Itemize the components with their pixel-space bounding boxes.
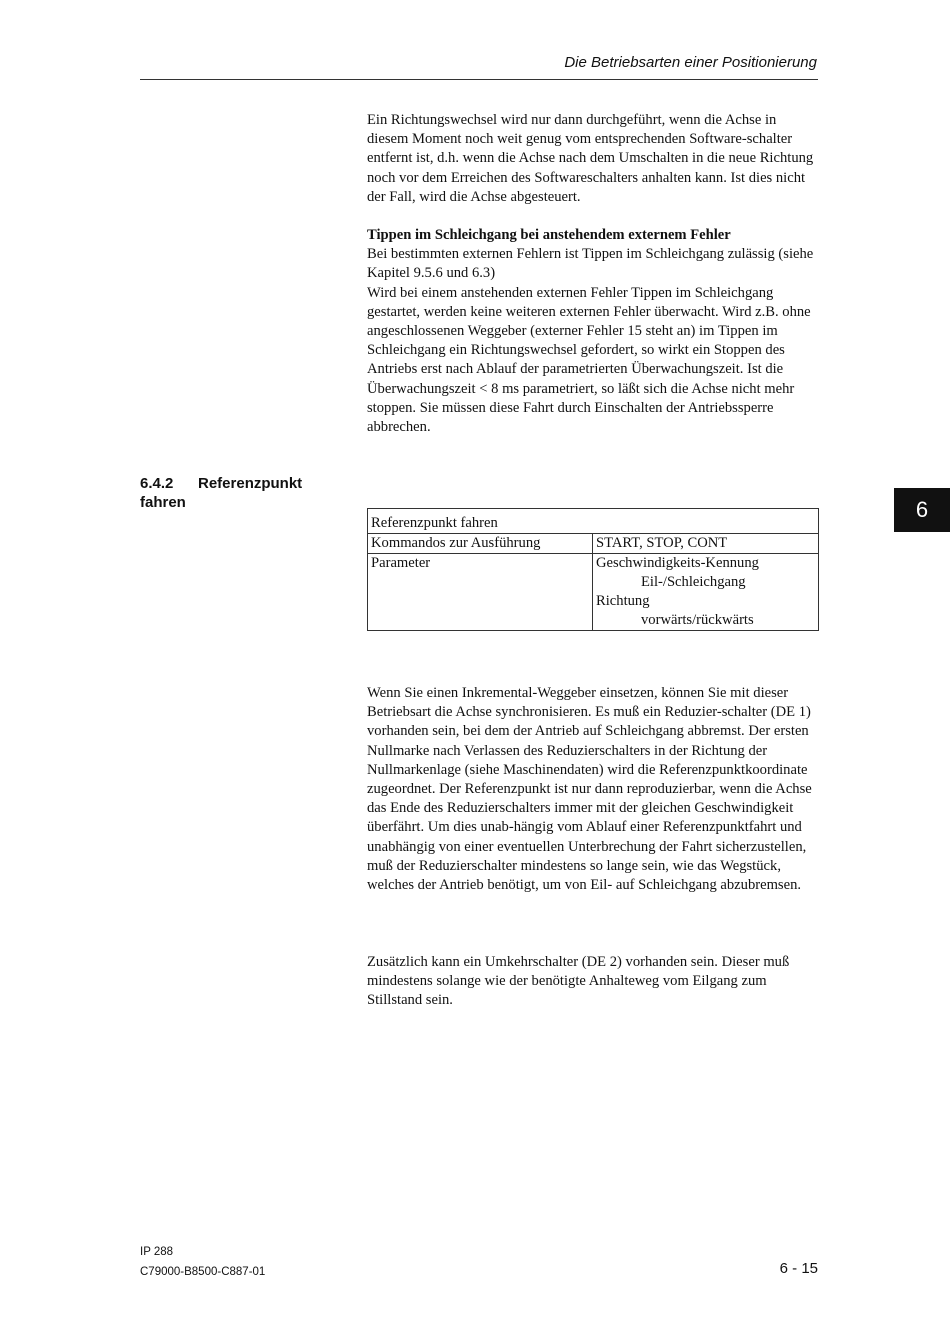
footer-product: IP 288 [140, 1246, 174, 1258]
header-rule [140, 79, 818, 80]
table-row [368, 509, 819, 534]
section-heading [140, 474, 340, 512]
chapter-tab: 6 [894, 488, 950, 532]
paragraph-text: Wird bei einem anstehenden externen Fehler Tippen im Schleichgang gestartet, werden keine weiteren externen Fehler überwacht. Wird z.B. ohne angeschlossenen Weggeber (externer Fehler 15 steht an) im Tippen im Schleichgang ein Richtungswechsel gefordert, so wirkt ein Stoppen des Antriebs erst nach Ablauf der parametrierten Überwachungszeit. Ist die Überwachungszeit < 8 ms parametriert, so läßt sich die Achse nicht mehr stoppen. Sie müssen diese Fahrt durch Einschalten der Antriebssperre abbrechen. [367, 284, 811, 436]
table-header-cell: Referenzpunkt fahren [368, 509, 819, 534]
paragraph-jog-external-error [367, 226, 817, 437]
cell-line: Richtung [596, 593, 650, 609]
table-row [368, 554, 819, 631]
section-number: 6.4.2 [140, 475, 174, 492]
table-cell-value: START, STOP, CONT [593, 534, 819, 554]
section-title-line1: Referenzpunkt [198, 475, 303, 492]
footer-left [140, 1242, 265, 1282]
paragraph-text: Bei bestimmten externen Fehlern ist Tippen im Schleichgang zulässig (siehe Kapitel 9.5.6 und 6.3) [367, 246, 814, 282]
running-header-title: Die Betriebsarten einer Positionierung [564, 54, 817, 71]
table-cell-label: Kommandos zur Ausführung [368, 534, 593, 554]
cell-line: Geschwindigkeits-Kennung [596, 555, 759, 571]
cell-line: Eil-/Schleichgang [641, 574, 746, 590]
paragraph-direction-change [367, 111, 817, 207]
cell-line: vorwärts/rückwärts [641, 612, 754, 628]
page-number: 6 - 15 [779, 1260, 818, 1277]
paragraph-text: Ein Richtungswechsel wird nur dann durchgeführt, wenn die Achse in diesem Moment noch weit genug vom entsprechenden Software-schalter entfernt ist, d.h. wenn die Achse nach dem Umschalten in die neue Richtung noch vor dem Erreichen des Softwareschalters anhalten kann. Ist dies nicht der Fall, wird die Achse abgesteuert. [367, 112, 814, 205]
footer-order-number: C79000-B8500-C887-01 [140, 1266, 266, 1278]
paragraph-reverse-switch [367, 953, 817, 1011]
table-cell-label: Parameter [368, 554, 593, 631]
table-cell-value [593, 554, 819, 631]
table-row [368, 534, 819, 554]
section-title-line2: fahren [140, 494, 186, 511]
paragraph-text: Zusätzlich kann ein Umkehrschalter (DE 2) vorhanden sein. Dieser muß mindestens solange wie der benötigte Anhalteweg vom Eilgang zum Stillstand sein. [367, 954, 790, 1009]
paragraph-heading: Tippen im Schleichgang bei anstehendem externem Fehler [367, 227, 731, 243]
reference-run-table [367, 508, 819, 631]
paragraph-reference-description [367, 684, 817, 895]
paragraph-text: Wenn Sie einen Inkremental-Weggeber einsetzen, können Sie mit dieser Betriebsart die Achse synchronisieren. Es muß ein Reduzier-schalter (DE 1) vorhanden sein, bei dem der Antrieb auf Schleichgang abbremst. Der ersten Nullmarke nach Verlassen des Reduzierschalters in der Richtung der Nullmarkenlage (siehe Maschinendaten) wird die Referenzpunktkoordinate zugeordnet. Der Referenzpunkt ist nur dann reproduzierbar, wenn die Achse das Ende des Reduzierschalters immer mit der gleichen Geschwindigkeit überfährt. Um dies unab-hängig vom Ablauf einer Referenzpunktfahrt und unabhängig von einer eventuellen Unterbrechung der Fahrt sicherzustellen, muß der Reduzierschalter mindestens so lange sein, wie das Wegstück, welches der Antrieb benötigt, um von Eil- auf Schleichgang abzubremsen. [367, 685, 812, 894]
